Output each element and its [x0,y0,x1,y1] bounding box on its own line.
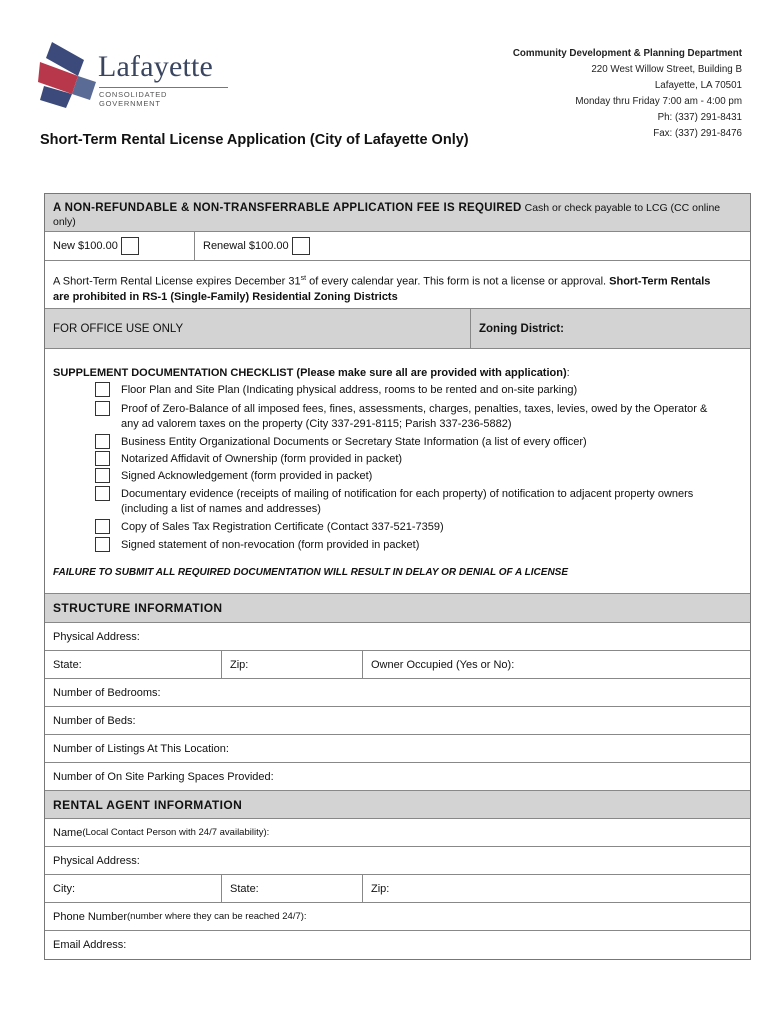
fee-new-checkbox[interactable] [121,237,139,255]
listings-row [45,735,750,763]
rental-agent-header [45,791,750,819]
fee-renewal-cell [194,232,454,260]
dept-hours: Monday thru Friday 7:00 am - 4:00 pm [575,96,742,107]
checklist-item-acknowledgement: Signed Acknowledgement (form provided in packet) [121,470,373,482]
bedrooms-field[interactable]: Number of Bedrooms: [53,686,161,699]
checklist-heading-wrap [53,367,570,379]
structure-info-heading: STRUCTURE INFORMATION [53,601,223,615]
checklist-checkbox-affidavit[interactable] [95,451,110,466]
fee-section [45,194,750,232]
agent-email-field[interactable]: Email Address: [53,939,127,951]
fee-new-label: New $100.00 [53,240,118,252]
checklist-item-business-entity: Business Entity Organizational Documents or Secretary State Information (a list of every officer) [121,436,587,448]
fee-renewal-checkbox[interactable] [292,237,310,255]
office-use-row [45,309,750,349]
agent-name-row [45,819,750,847]
checklist-item-affidavit: Notarized Affidavit of Ownership (form provided in packet) [121,453,403,465]
structure-zip-field[interactable]: Zip: [221,651,362,678]
rental-agent-heading: RENTAL AGENT INFORMATION [53,797,243,812]
agent-physical-address-row [45,847,750,875]
checklist-item-sales-tax: Copy of Sales Tax Registration Certificate (Contact 337-521-7359) [121,521,444,533]
checklist-item-zero-balance: Proof of Zero-Balance of all imposed fees, fines, assessments, charges, penalties, taxes, levies, owed by the Operator & [121,403,708,415]
checklist-checkbox-zero-balance[interactable] [95,401,110,416]
checklist-checkbox-sales-tax[interactable] [95,519,110,534]
dept-name: Community Development & Planning Department [512,48,742,59]
agent-city-field[interactable]: City: [53,882,75,895]
checklist-checkbox-acknowledgement[interactable] [95,468,110,483]
owner-occupied-field[interactable]: Owner Occupied (Yes or No): [362,651,750,678]
checklist-item-floor-plan: Floor Plan and Site Plan (Indicating physical address, rooms to be rented and on-site parking) [121,384,578,396]
agent-zip-field[interactable]: Zip: [362,875,750,902]
parking-row [45,763,750,791]
checklist-item-documentary-cont: (including a list of names and addresses) [121,503,321,515]
bedrooms-row [45,679,750,707]
structure-info-header [45,594,750,623]
checklist-item-non-revocation: Signed statement of non-revocation (form provided in packet) [121,539,420,551]
logo-subtitle: CONSOLIDATED GOVERNMENT [99,87,228,108]
zoning-district-field[interactable]: Zoning District: [470,309,750,348]
structure-state-field[interactable]: State: [53,658,82,671]
fee-note: Cash or check payable to LCG (CC online only) [53,202,721,228]
fee-options-row [45,232,750,261]
agent-phone-label: Phone Number [53,910,127,923]
agent-physical-address-field[interactable]: Physical Address: [53,854,140,867]
notice-text-pre: A Short-Term Rental License expires December 31 [53,275,301,288]
agent-phone-field[interactable] [45,903,750,930]
checklist-heading: SUPPLEMENT DOCUMENTATION CHECKLIST (Please make sure all are provided with application) [53,367,567,379]
fee-new-cell [45,232,194,260]
dept-fax: Fax: (337) 291-8476 [653,128,742,139]
checklist-checkbox-business-entity[interactable] [95,434,110,449]
agent-state-field[interactable]: State: [221,875,362,902]
documentation-checklist [45,349,750,594]
parking-field[interactable]: Number of On Site Parking Spaces Provided: [53,770,274,783]
fee-heading: A NON-REFUNDABLE & NON-TRANSFERRABLE APPLICATION FEE IS REQUIRED [53,202,522,214]
notice-bold-2: are prohibited in RS-1 (Single-Family) Residential Zoning Districts [53,290,398,303]
beds-field[interactable]: Number of Beds: [53,714,136,727]
dept-phone: Ph: (337) 291-8431 [657,112,742,123]
notice-sup: st [300,275,307,282]
agent-name-label: Name [53,826,83,839]
beds-row [45,707,750,735]
application-form [44,193,751,960]
page-title: Short-Term Rental License Application (City of Lafayette Only) [40,132,469,148]
failure-warning: FAILURE TO SUBMIT ALL REQUIRED DOCUMENTATION WILL RESULT IN DELAY OR DENIAL OF A LICENSE [53,567,569,578]
department-info [513,46,742,142]
checklist-heading-colon: : [566,367,570,379]
checklist-checkbox-floor-plan[interactable] [95,382,110,397]
agent-name-field[interactable] [45,819,750,846]
agent-phone-note: (number where they can be reached 24/7): [127,911,307,922]
agent-name-note: (Local Contact Person with 24/7 availability): [82,827,270,838]
logo-mark-icon [38,42,98,108]
listings-field[interactable]: Number of Listings At This Location: [53,742,229,755]
checklist-item-documentary: Documentary evidence (receipts of mailing of notification for each property) of notification to adjacent property owners [121,488,694,500]
structure-physical-address-row [45,623,750,651]
notice-bold-1: Short-Term Rentals [609,275,711,288]
checklist-item-zero-balance-cont: any ad valorem taxes on the property (City 337-291-8115; Parish 337-236-5882) [121,418,512,430]
notice-text-post: of every calendar year. This form is not a license or approval. [306,275,610,288]
checklist-checkbox-documentary[interactable] [95,486,110,501]
dept-street: 220 West Willow Street, Building B [591,64,742,75]
structure-state-zip-row [45,651,750,679]
lafayette-logo [38,42,228,112]
fee-renewal-label: Renewal $100.00 [203,240,289,252]
structure-physical-address-field[interactable]: Physical Address: [53,630,140,643]
logo-name: Lafayette [98,50,214,83]
license-notice [45,261,750,309]
checklist-checkbox-non-revocation[interactable] [95,537,110,552]
agent-phone-row [45,903,750,931]
agent-email-row [45,931,750,959]
agent-city-state-zip-row [45,875,750,903]
office-use-label: FOR OFFICE USE ONLY [53,322,184,335]
dept-city: Lafayette, LA 70501 [654,80,742,91]
